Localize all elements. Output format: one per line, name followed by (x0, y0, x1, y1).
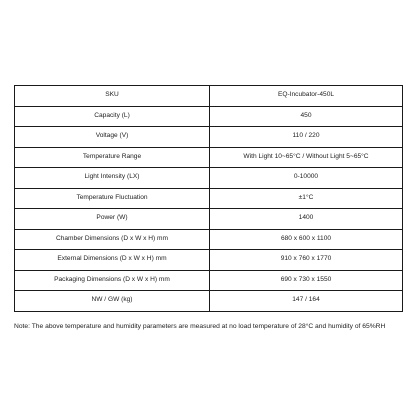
spec-table (14, 85, 403, 312)
spec-label: Light Intensity (LX) (15, 168, 210, 189)
table-row (15, 209, 403, 230)
spec-value: 147 / 164 (210, 291, 403, 312)
spec-label: NW / GW (kg) (15, 291, 210, 312)
spec-value: ±1°C (210, 188, 403, 209)
spec-value: 1400 (210, 209, 403, 230)
spec-label: Temperature Fluctuation (15, 188, 210, 209)
spec-label: SKU (15, 86, 210, 107)
spec-value: 0-10000 (210, 168, 403, 189)
spec-label: Power (W) (15, 209, 210, 230)
spec-label: Temperature Range (15, 147, 210, 168)
table-row (15, 106, 403, 127)
spec-value: 680 x 600 x 1100 (210, 229, 403, 250)
table-row (15, 188, 403, 209)
spec-value: 690 x 730 x 1550 (210, 270, 403, 291)
spec-label: Voltage (V) (15, 127, 210, 148)
spec-label: Chamber Dimensions (D x W x H) mm (15, 229, 210, 250)
table-row (15, 147, 403, 168)
spec-label: Capacity (L) (15, 106, 210, 127)
table-row (15, 291, 403, 312)
spec-label: External Dimensions (D x W x H) mm (15, 250, 210, 271)
table-row (15, 250, 403, 271)
table-row (15, 229, 403, 250)
spec-value: EQ-Incubator-450L (210, 86, 403, 107)
spec-label: Packaging Dimensions (D x W x H) mm (15, 270, 210, 291)
measurement-note: Note: The above temperature and humidity parameters are measured at no load temperature of 28°C and humidity of 65%RH (14, 323, 386, 330)
table-row (15, 168, 403, 189)
table-row (15, 270, 403, 291)
spec-value: 110 / 220 (210, 127, 403, 148)
table-row (15, 127, 403, 148)
spec-value: With Light 10~65°C / Without Light 5~65°C (210, 147, 403, 168)
table-row (15, 86, 403, 107)
spec-value: 910 x 760 x 1770 (210, 250, 403, 271)
spec-value: 450 (210, 106, 403, 127)
